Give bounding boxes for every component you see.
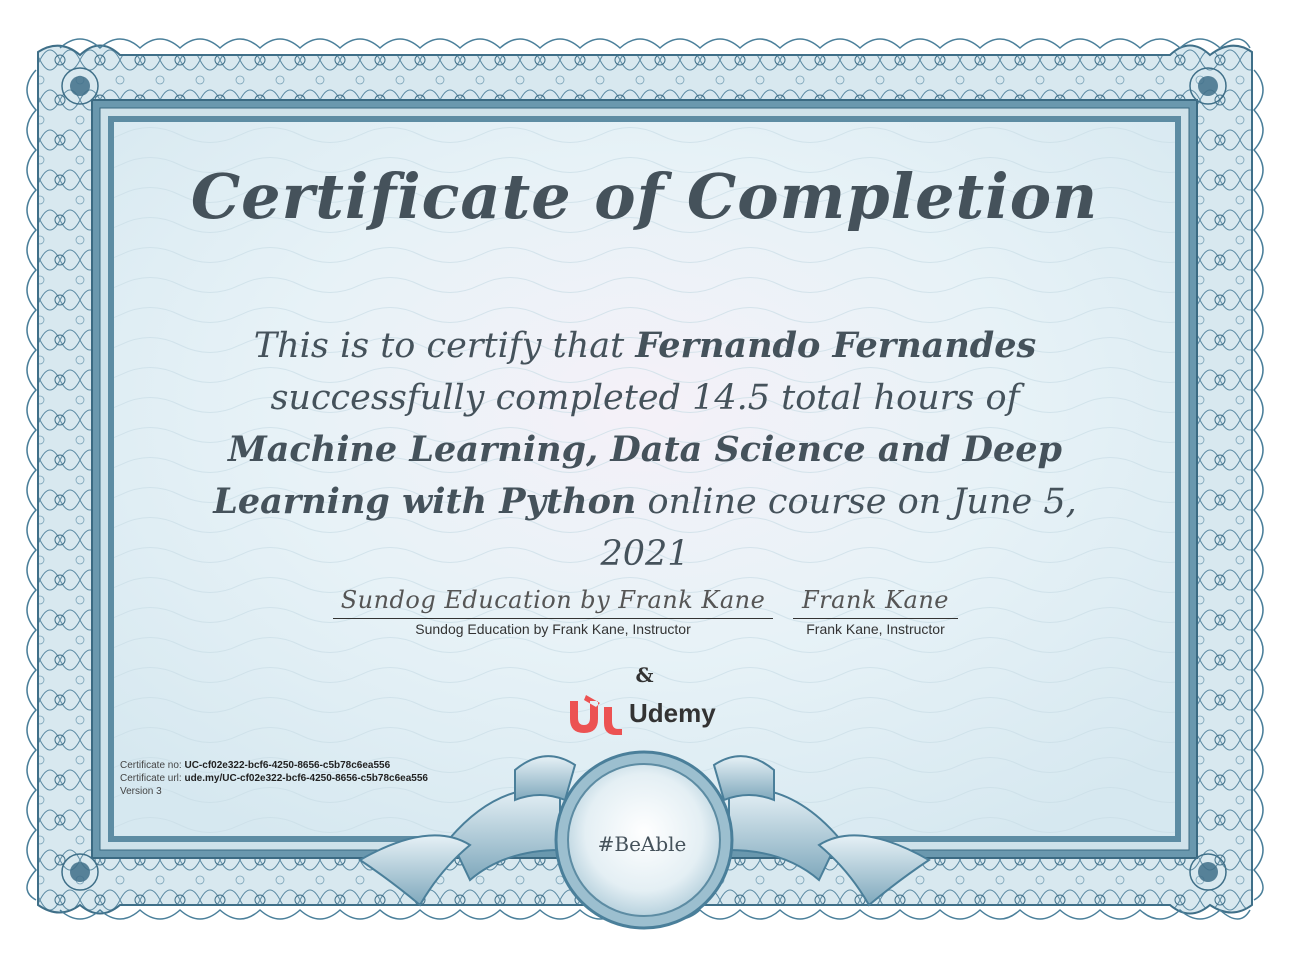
certificate-url-label: Certificate url: — [120, 773, 182, 784]
signature-line — [333, 618, 773, 619]
certificate-number: UC-cf02e322-bcf6-4250-8656-c5b78c6ea556 — [184, 760, 391, 771]
ampersand: & — [635, 663, 654, 687]
course-suffix: online course on — [647, 482, 942, 522]
signature-block-frank-kane — [793, 582, 958, 637]
certificate-number-row — [120, 759, 428, 772]
signature-sundog: Sundog Education by Frank Kane — [340, 586, 766, 614]
certificate-metadata — [120, 759, 428, 798]
certificate-url[interactable]: ude.my/UC-cf02e322-bcf6-4250-8656-c5b78c6ea556 — [184, 773, 428, 784]
intro-text: This is to certify that — [253, 326, 625, 366]
beable-hashtag: #BeAble — [597, 832, 687, 856]
certificate-url-row — [120, 772, 428, 785]
certificate-body — [170, 320, 1120, 580]
signature-caption-frank-kane: Frank Kane, Instructor — [806, 621, 945, 637]
signature-block-sundog — [333, 582, 773, 637]
signature-frank-kane: Frank Kane — [802, 586, 949, 614]
certificate-version: Version 3 — [120, 786, 162, 797]
completion-date: June 5, 2021 — [600, 482, 1077, 574]
certificate-title: Certificate of Completion — [190, 160, 1099, 233]
completed-suffix: total hours of — [781, 378, 1020, 418]
signature-caption-sundog: Sundog Education by Frank Kane, Instructor — [415, 621, 691, 637]
udemy-wordmark: Udemy — [629, 698, 716, 728]
signature-line — [793, 618, 958, 619]
course-name: Machine Learning, Data Science and Deep Learning with Python — [213, 429, 1062, 522]
hours-value: 14.5 — [692, 378, 771, 418]
recipient-name: Fernando Fernandes — [635, 325, 1037, 366]
completed-prefix: successfully completed — [270, 378, 681, 418]
certificate-number-label: Certificate no: — [120, 760, 182, 771]
